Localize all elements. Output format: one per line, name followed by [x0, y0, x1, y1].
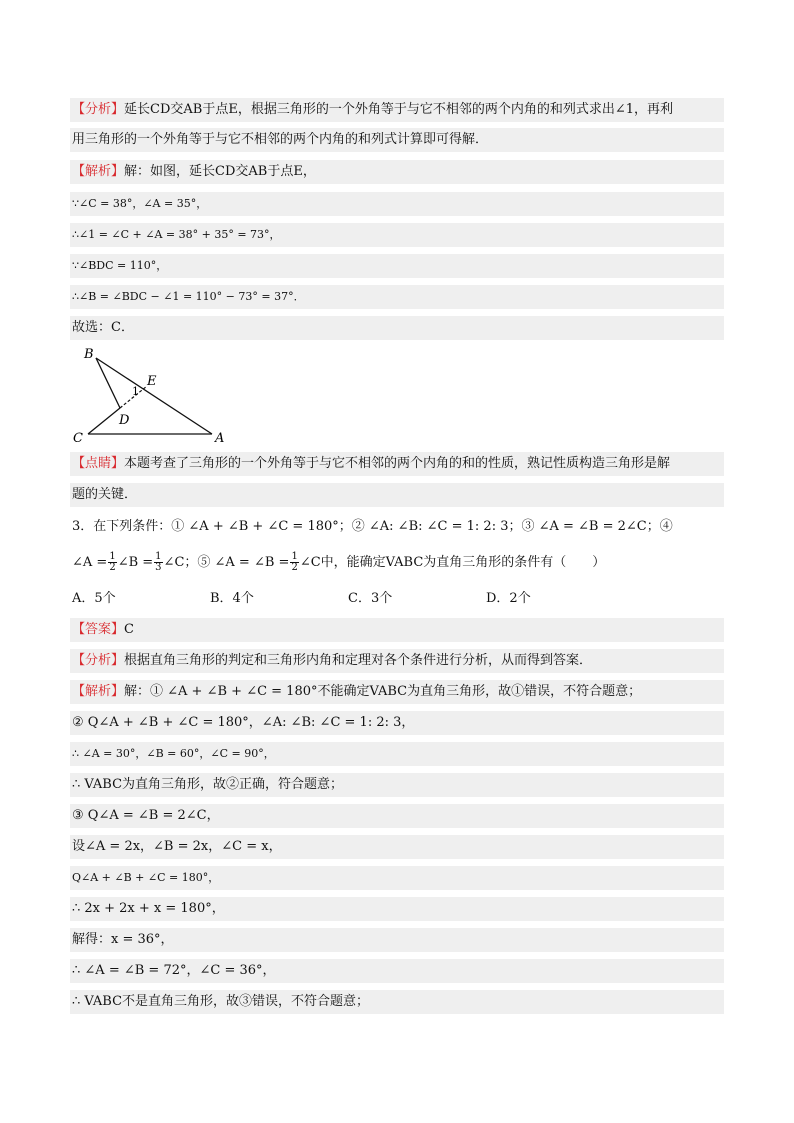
solution-step-text: ∴∠B = ∠BDC − ∠1 = 110° − 73° = 37°．: [72, 290, 305, 303]
solution-step-3: [70, 254, 724, 278]
solution3-step: ∴ ∠A = 30°，∠B = 60°，∠C = 90°，: [72, 747, 275, 760]
solution3-line: [70, 897, 724, 921]
option-a: A．5个: [72, 591, 116, 606]
solution3-step: ∴ ∠A = ∠B = 72°，∠C = 36°，: [72, 963, 276, 978]
analysis3-text: 根据直角三角形的判定和三角形内角和定理对各个条件进行分析，从而得到答案．: [124, 653, 593, 668]
options-line: [70, 587, 724, 611]
solution3-line: [70, 835, 724, 859]
solution3-line: [70, 742, 724, 766]
q-part-2: ∠B =: [117, 555, 154, 570]
solution3-step: ③ Q∠A = ∠B = 2∠C，: [72, 808, 220, 823]
q-part-1: ∠A =: [72, 555, 108, 570]
solution-step-2: [70, 223, 724, 247]
fraction-numerator: 1: [291, 551, 298, 562]
solution3-line: [70, 959, 724, 983]
analysis-line-2: [70, 128, 724, 152]
question-line-1: [70, 515, 724, 539]
label-e: E: [147, 374, 157, 389]
q-part-4: ∠C中，能确定VABC为直角三角形的条件有（ ）: [299, 555, 606, 570]
solution-step-1: [70, 192, 724, 216]
solution3-text-1: 解：① ∠A + ∠B + ∠C = 180°不能确定VABC为直角三角形，故①错误，不符合题意；: [124, 684, 642, 699]
analysis3-line: [70, 649, 724, 673]
q-part-3: ∠C；⑤ ∠A = ∠B =: [163, 555, 290, 570]
fraction-one-third: [154, 552, 162, 573]
comment-line-1: [70, 452, 724, 476]
solution3-line: [70, 866, 724, 890]
triangle-diagram: [70, 346, 227, 446]
solution3-line: [70, 990, 724, 1014]
comment-label: 【点睛】: [72, 456, 125, 471]
solution3-label: 【解析】: [72, 684, 125, 699]
solution-step-text: ∵∠BDC = 110°，: [72, 259, 168, 272]
label-c: C: [73, 431, 83, 446]
solution-step-text: ∵∠C = 38°，∠A = 35°，: [72, 197, 208, 210]
segment-cd: [88, 408, 120, 434]
option-d: D．2个: [486, 591, 531, 606]
analysis-text-1: 延长CD交AB于点E，根据三角形的一个外角等于与它不相邻的两个内角的和列式求出∠1，再利: [124, 102, 673, 117]
comment-text-2: 题的关键．: [72, 487, 138, 502]
fraction-denominator: 2: [109, 562, 116, 573]
analysis-text-2: 用三角形的一个外角等于与它不相邻的两个内角的和列式计算即可得解．: [72, 132, 489, 147]
solution-step-text: ∴∠1 = ∠C + ∠A = 38° + 35° = 73°，: [72, 228, 281, 241]
comment-text-1: 本题考查了三角形的一个外角等于与它不相邻的两个内角的和的性质，熟记性质构造三角形是解: [124, 456, 671, 471]
label-b: B: [84, 347, 94, 362]
fraction-denominator: 2: [291, 562, 298, 573]
fraction-numerator: 1: [155, 551, 162, 562]
comment-line-2: [70, 483, 724, 507]
label-d: D: [119, 413, 130, 428]
label-a: A: [215, 431, 225, 446]
fraction-one-half: [108, 552, 116, 573]
solution-step-4: [70, 285, 724, 309]
triangle-figure: [70, 346, 227, 446]
solution3-step: 解得：x = 36°，: [72, 932, 174, 947]
solution3-step: ∴ VABC为直角三角形，故②正确，符合题意；: [72, 777, 344, 792]
solution3-line: [70, 773, 724, 797]
option-b: B．4个: [210, 591, 254, 606]
solution3-step: ∴ VABC不是直角三角形，故③错误，不符合题意；: [72, 994, 370, 1009]
solution3-step: 设∠A = 2x，∠B = 2x，∠C = x，: [72, 839, 282, 854]
solution-intro-line: [70, 160, 724, 184]
option-c: C．3个: [348, 591, 393, 606]
solution3-step: ∴ 2x + 2x + x = 180°，: [72, 901, 225, 916]
answer-label: 【答案】: [72, 622, 125, 637]
fraction-numerator: 1: [109, 551, 116, 562]
solution3-step: ② Q∠A + ∠B + ∠C = 180°，∠A: ∠B: ∠C = 1: 2: 3，: [72, 715, 415, 730]
solution-label: 【解析】: [72, 164, 125, 179]
analysis3-label: 【分析】: [72, 653, 125, 668]
solution3-step: Q∠A + ∠B + ∠C = 180°，: [72, 871, 220, 884]
solution3-line: [70, 711, 724, 735]
solution-choice-line: [70, 316, 724, 340]
solution3-line: [70, 804, 724, 828]
solution3-line-1: [70, 680, 724, 704]
analysis-label: 【分析】: [72, 102, 125, 117]
answer-value: C: [124, 622, 134, 637]
question-line-2: [70, 548, 724, 578]
solution3-line: [70, 928, 724, 952]
analysis-line-1: [70, 98, 724, 122]
question-text-1: 3．在下列条件：① ∠A + ∠B + ∠C = 180°；② ∠A: ∠B: ∠C = 1: 2: 3；③ ∠A = ∠B = 2∠C；④: [72, 519, 673, 534]
solution-choice: 故选：C．: [72, 320, 134, 335]
solution-intro: 解：如图，延长CD交AB于点E，: [124, 164, 316, 179]
fraction-denominator: 3: [155, 562, 162, 573]
fraction-one-half-2: [290, 552, 298, 573]
answer-line: [70, 618, 724, 642]
segment-ba: [96, 358, 212, 434]
label-1: 1: [132, 385, 139, 398]
